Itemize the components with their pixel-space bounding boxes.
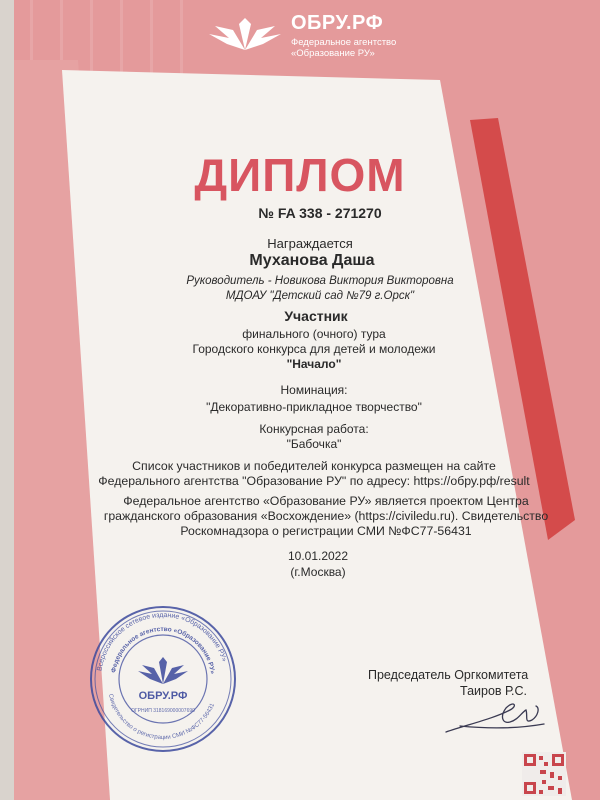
recipient-name: Муханова Даша xyxy=(249,252,375,269)
seal-outer-text: Всероссийское сетевое издание «Образование РУ» xyxy=(96,611,228,672)
about-line2: гражданского образования «Восхождение» (https://civiledu.ru). Свидетельство xyxy=(103,509,549,523)
signature-name: Таиров Р.С. xyxy=(460,684,527,698)
logo-subtitle xyxy=(291,37,396,59)
work-label: Конкурсная работа: xyxy=(259,422,369,436)
contest-text: Городского конкурса для детей и молодежи xyxy=(192,342,436,356)
about-line1: Федеральное агентство «Образование РУ» является проектом Центра xyxy=(123,494,529,508)
contest-name: "Начало" xyxy=(286,357,342,371)
seal-bottom-text: Свидетельство о регистрации СМИ №ФС77-56431 xyxy=(106,693,217,741)
logo-subtitle-line2: «Образование РУ» xyxy=(291,48,375,59)
about-line3: Роскомнадзора о регистрации СМИ №ФС77-56431 xyxy=(180,524,472,538)
obru-logo xyxy=(205,10,405,59)
signature-title: Председатель Оргкомитета xyxy=(368,668,529,682)
issue-city: (г.Москва) xyxy=(290,565,346,579)
diploma-title: ДИПЛОМ xyxy=(194,149,406,201)
seal-emblem-icon xyxy=(138,657,188,684)
organization: МДОАУ "Детский сад №79 г.Орск" xyxy=(225,290,415,302)
diploma-number: № FA 338 - 271270 xyxy=(258,205,382,221)
logo-subtitle-line1: Федеральное агентство xyxy=(291,37,397,48)
official-seal xyxy=(88,604,238,754)
results-line1: Список участников и победителей конкурса размещен на сайте xyxy=(132,459,496,473)
seal-graphic xyxy=(88,604,238,754)
seal-center-label: ОБРУ.РФ xyxy=(138,690,188,702)
qr-code xyxy=(522,752,566,796)
nomination-label: Номинация: xyxy=(280,383,348,397)
logo-title: ОБРУ.РФ xyxy=(291,12,384,34)
handwritten-signature xyxy=(440,690,550,740)
awarded-label: Награждается xyxy=(267,236,353,251)
work-value: "Бабочка" xyxy=(286,437,342,451)
seal-inner-text: Федеральное агентство «Образование РУ» xyxy=(110,625,216,675)
results-line2: Федерального агентства "Образование РУ" по адресу: https://обру.рф/result xyxy=(98,474,530,488)
nomination-value: "Декоративно-прикладное творчество" xyxy=(206,400,422,414)
seal-ogrn: ОГРНИП 318169000007690 xyxy=(131,708,195,714)
logo-emblem-icon xyxy=(205,16,285,52)
supervisor: Руководитель - Новикова Виктория Викторовна xyxy=(186,275,454,287)
participant-status: Участник xyxy=(284,308,348,324)
issue-date: 10.01.2022 xyxy=(287,549,349,563)
qr-code-icon xyxy=(522,752,566,796)
results-notice xyxy=(14,459,600,489)
about-notice xyxy=(26,494,600,539)
round-text: финального (очного) тура xyxy=(242,327,386,341)
